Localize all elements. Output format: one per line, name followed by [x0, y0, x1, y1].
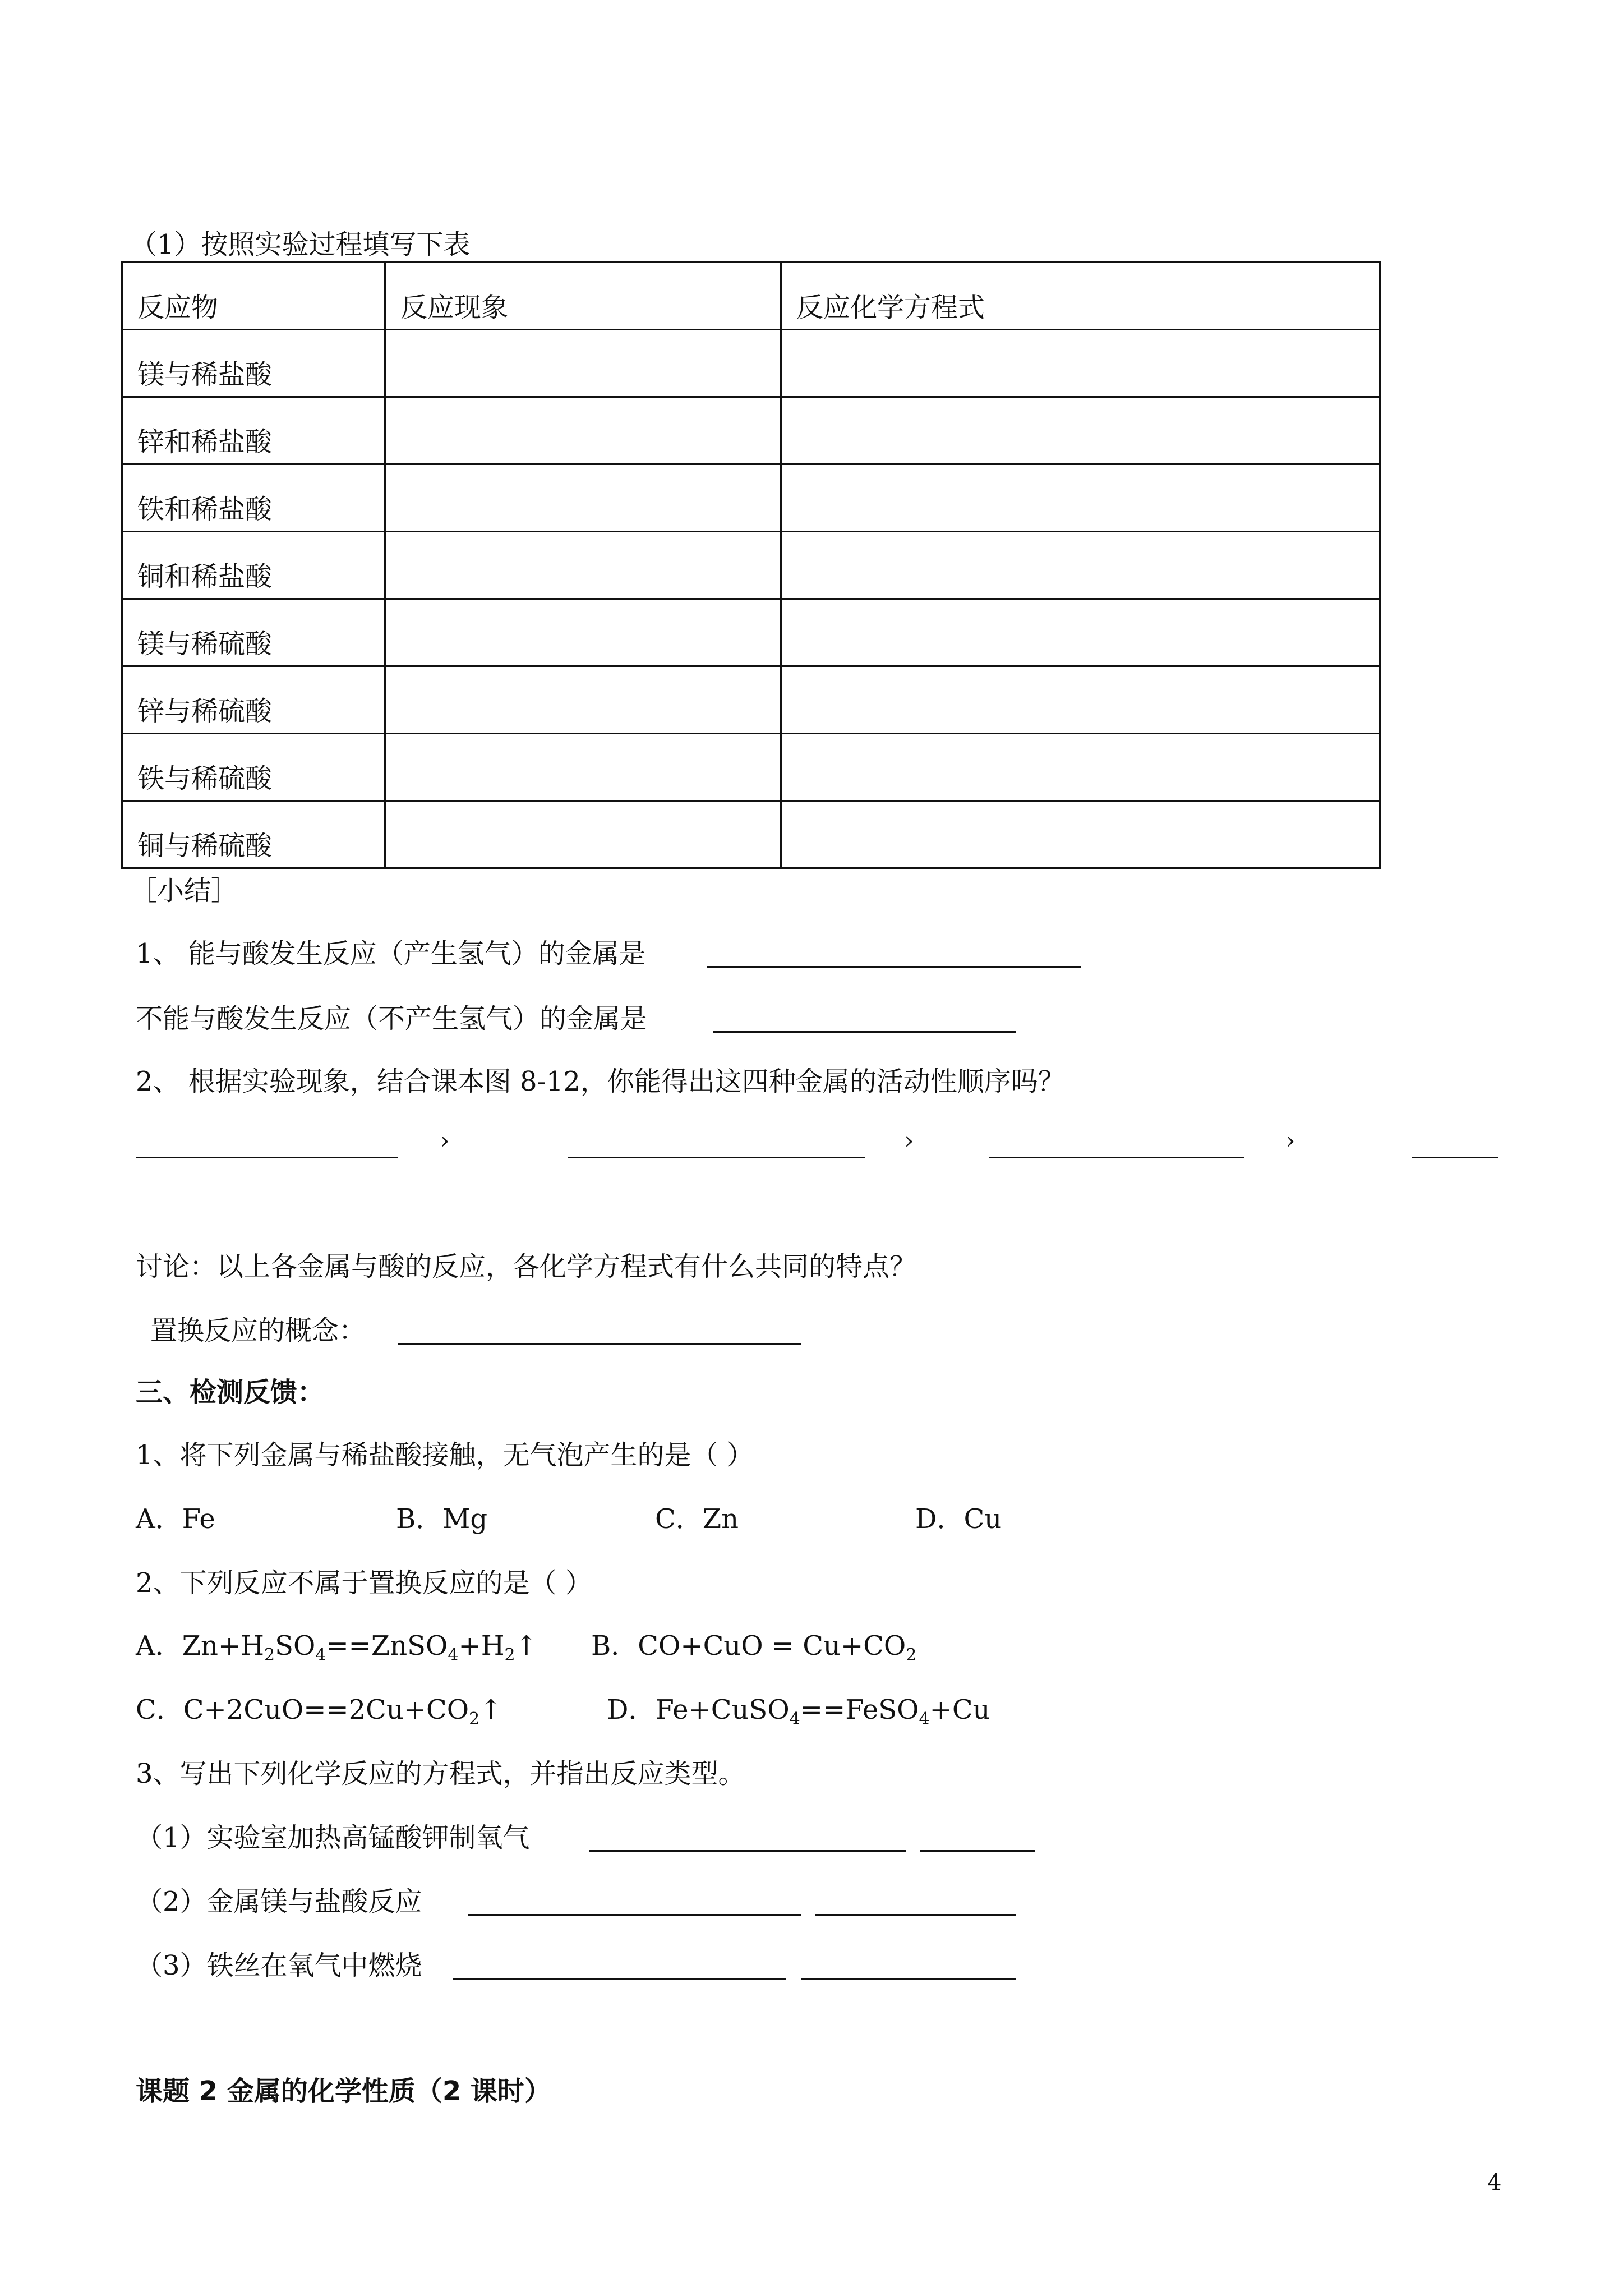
- phenomenon-cell[interactable]: [385, 734, 781, 801]
- table-row: [122, 464, 1380, 532]
- type-blank[interactable]: [801, 1978, 1016, 1980]
- answer-blank[interactable]: [707, 966, 1081, 968]
- equation-cell[interactable]: [781, 532, 1380, 599]
- discussion-text: 讨论：以上各金属与酸的反应，各化学方程式有什么共同的特点？: [136, 1251, 917, 1282]
- q3-item-3: （3）铁丝在氧气中燃烧: [136, 1950, 422, 1981]
- equation-blank[interactable]: [468, 1914, 801, 1916]
- q2-option-c: C．$C+2CuO==2Cu+CO_2↑$: [136, 1694, 502, 1729]
- order-blank-2[interactable]: [568, 1157, 865, 1158]
- gt-symbol: ›: [904, 1126, 914, 1155]
- order-blank-1[interactable]: [136, 1157, 398, 1158]
- phenomenon-cell[interactable]: [385, 330, 781, 397]
- table-row: [122, 397, 1380, 464]
- equation-cell[interactable]: [781, 330, 1380, 397]
- lesson-title: 课题 2 金属的化学性质（2 课时）: [136, 2076, 551, 2107]
- reactant-cell: 锌和稀盐酸: [122, 397, 385, 464]
- equation-cell[interactable]: [781, 464, 1380, 532]
- reactant-cell: 铁与稀硫酸: [122, 734, 385, 801]
- concept-label: 置换反应的概念：: [150, 1315, 366, 1346]
- gt-symbol: ›: [1285, 1126, 1295, 1155]
- experiment-table: [121, 261, 1381, 869]
- q3-item-2: （2）金属镁与盐酸反应: [136, 1886, 422, 1917]
- q2-option-d: D．Fe+CuSO$_4$==FeSO$_4$+Cu: [607, 1694, 990, 1729]
- phenomenon-cell[interactable]: [385, 464, 781, 532]
- q1-option-c: C．Zn: [655, 1503, 739, 1535]
- type-blank[interactable]: [815, 1914, 1016, 1916]
- phenomenon-cell[interactable]: [385, 532, 781, 599]
- table-header-row: [122, 263, 1380, 330]
- question-1: 1、将下列金属与稀盐酸接触，无气泡产生的是（ ）: [136, 1439, 754, 1471]
- gt-symbol: ›: [440, 1126, 450, 1155]
- q1-option-b: B．Mg: [396, 1503, 488, 1535]
- q2-option-b: B．$CO+CuO = Cu+CO_2$: [591, 1630, 917, 1665]
- section-title: （1）按照实验过程填写下表: [130, 229, 471, 260]
- equation-cell[interactable]: [781, 599, 1380, 666]
- summary-q2: 2、 根据实验现象，结合课本图 8-12，你能得出这四种金属的活动性顺序吗？: [136, 1066, 1065, 1097]
- order-blank-3[interactable]: [989, 1157, 1244, 1158]
- summary-heading: ［小结］: [130, 875, 238, 907]
- q1-option-d: D．Cu: [915, 1503, 1002, 1535]
- question-2: 2、下列反应不属于置换反应的是（ ）: [136, 1567, 592, 1599]
- table-row: [122, 734, 1380, 801]
- reactant-cell: 镁与稀硫酸: [122, 599, 385, 666]
- q2-option-a: A．$Zn+H_2SO_4==ZnSO_4+H_2↑$: [136, 1630, 538, 1665]
- table-header-cell: 反应现象: [385, 263, 781, 330]
- table-header-cell: 反应物: [122, 263, 385, 330]
- type-blank[interactable]: [920, 1850, 1035, 1852]
- answer-blank[interactable]: [713, 1031, 1016, 1033]
- table-row: [122, 666, 1380, 734]
- order-blank-4[interactable]: [1412, 1157, 1498, 1158]
- part3-heading: 三、检测反馈：: [136, 1377, 325, 1408]
- phenomenon-cell[interactable]: [385, 666, 781, 734]
- phenomenon-cell[interactable]: [385, 397, 781, 464]
- table-row: [122, 599, 1380, 666]
- reactant-cell: 铁和稀盐酸: [122, 464, 385, 532]
- phenomenon-cell[interactable]: [385, 801, 781, 868]
- summary-q1b: 不能与酸发生反应（不产生氢气）的金属是: [136, 1003, 648, 1034]
- table-row: [122, 801, 1380, 868]
- table-row: [122, 330, 1380, 397]
- reactant-cell: 锌与稀硫酸: [122, 666, 385, 734]
- summary-q1a: 1、 能与酸发生反应（产生氢气）的金属是: [136, 938, 646, 969]
- equation-cell[interactable]: [781, 734, 1380, 801]
- reactant-cell: 铜与稀硫酸: [122, 801, 385, 868]
- answer-blank[interactable]: [398, 1343, 801, 1345]
- phenomenon-cell[interactable]: [385, 599, 781, 666]
- question-3: 3、写出下列化学反应的方程式，并指出反应类型。: [136, 1758, 745, 1789]
- table-row: [122, 532, 1380, 599]
- equation-blank[interactable]: [453, 1978, 786, 1980]
- q1-option-a: A．Fe: [136, 1503, 215, 1535]
- equation-cell[interactable]: [781, 397, 1380, 464]
- equation-blank[interactable]: [589, 1850, 906, 1852]
- table-header-cell: 反应化学方程式: [781, 263, 1380, 330]
- q3-item-1: （1）实验室加热高锰酸钾制氧气: [136, 1822, 530, 1853]
- equation-cell[interactable]: [781, 801, 1380, 868]
- equation-cell[interactable]: [781, 666, 1380, 734]
- reactant-cell: 镁与稀盐酸: [122, 330, 385, 397]
- page-number: 4: [1487, 2170, 1502, 2196]
- reactant-cell: 铜和稀盐酸: [122, 532, 385, 599]
